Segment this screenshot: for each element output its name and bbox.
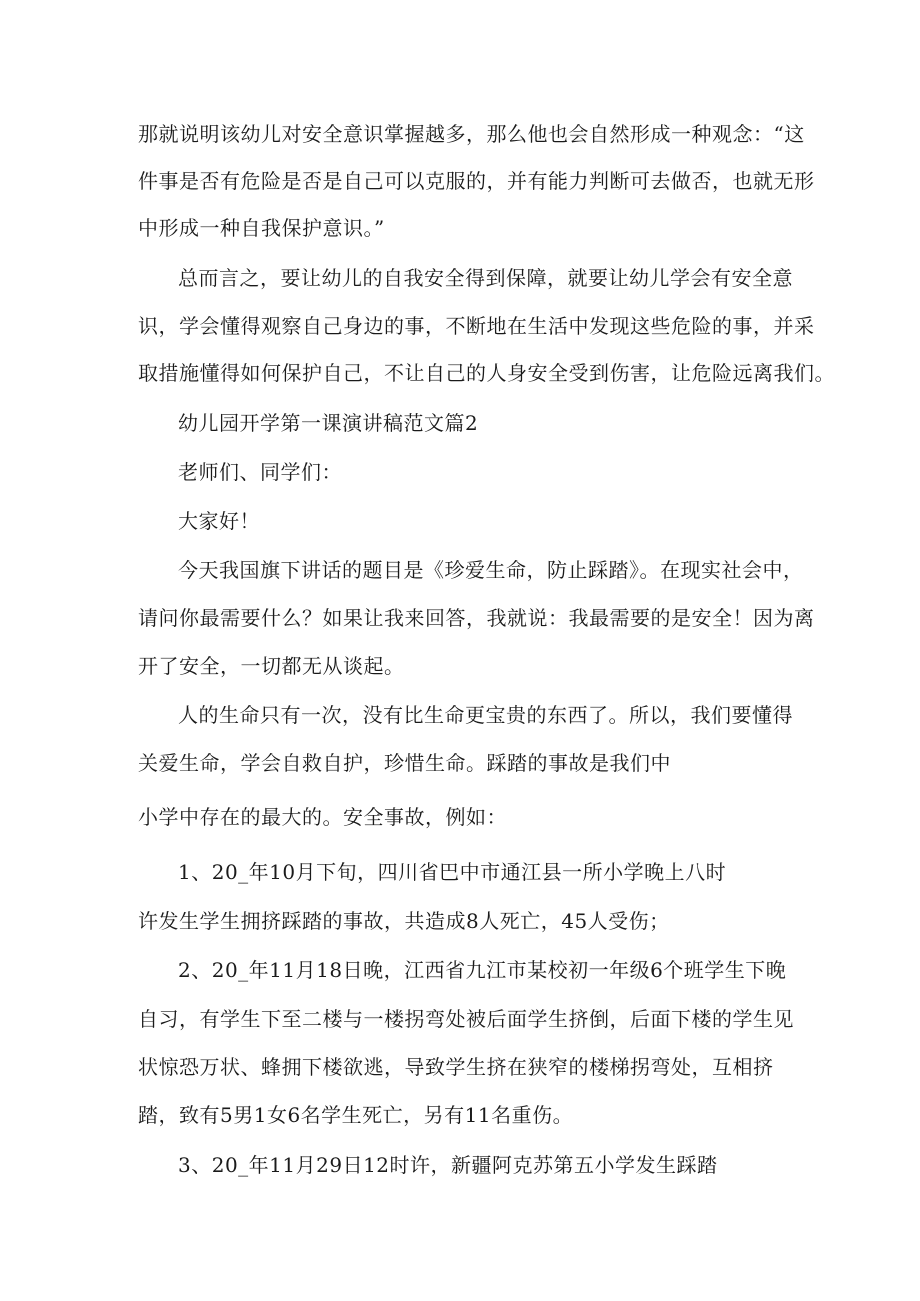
text-line: 人的生命只有一次，没有比生命更宝贵的东西了。所以，我们要懂得 bbox=[178, 703, 793, 727]
text-line: 关爱生命，学会自救自护，珍惜生命。踩踏的事故是我们中 bbox=[138, 751, 671, 775]
text-line: 请问你最需要什么？如果让我来回答，我就说：我最需要的是安全！因为离 bbox=[138, 606, 815, 630]
text-line: 状惊恐万状、蜂拥下楼欲逃，导致学生挤在狭窄的楼梯拐弯处，互相挤 bbox=[138, 1055, 774, 1079]
list-item: 1、20_年10月下旬，四川省巴中市通江县一所小学晚上八时 bbox=[178, 860, 727, 884]
text-line: 总而言之，要让幼儿的自我安全得到保障，就要让幼儿学会有安全意 bbox=[178, 266, 793, 290]
text-line: 小学中存在的最大的。安全事故，例如： bbox=[138, 805, 507, 829]
text-line: 踏，致有5男1女6名学生死亡，另有11名重伤。 bbox=[138, 1103, 574, 1127]
text-line: 开了安全，一切都无从谈起。 bbox=[138, 654, 405, 678]
text-line: 件事是否有危险是否是自己可以克服的，并有能力判断可去做否，也就无形 bbox=[138, 169, 815, 193]
list-item: 3、20_年11月29日12时许，新疆阿克苏第五小学发生踩踏 bbox=[178, 1153, 718, 1177]
section-heading: 幼儿园开学第一课演讲稿范文篇2 bbox=[178, 411, 479, 435]
text-line: 今天我国旗下讲话的题目是《珍爱生命，防止踩踏》。在现实社会中， bbox=[178, 558, 804, 582]
text-line: 中形成一种自我保护意识。” bbox=[138, 216, 385, 240]
text-line: 那就说明该幼儿对安全意识掌握越多，那么他也会自然形成一种观念：“这 bbox=[138, 122, 805, 146]
list-item: 2、20_年11月18日晚，江西省九江市某校初一年级6个班学生下晚 bbox=[178, 958, 787, 982]
salutation: 老师们、同学们： bbox=[178, 460, 342, 484]
text-line: 许发生学生拥挤踩踏的事故，共造成8人死亡，45人受伤； bbox=[138, 909, 670, 933]
text-line: 自习，有学生下至二楼与一楼拐弯处被后面学生挤倒，后面下楼的学生见 bbox=[138, 1007, 794, 1031]
greeting: 大家好！ bbox=[178, 509, 260, 533]
text-line: 取措施懂得如何保护自己，不让自己的人身安全受到伤害，让危险远离我们。 bbox=[138, 361, 835, 385]
text-line: 识，学会懂得观察自己身边的事，不断地在生活中发现这些危险的事，并采 bbox=[138, 314, 815, 338]
